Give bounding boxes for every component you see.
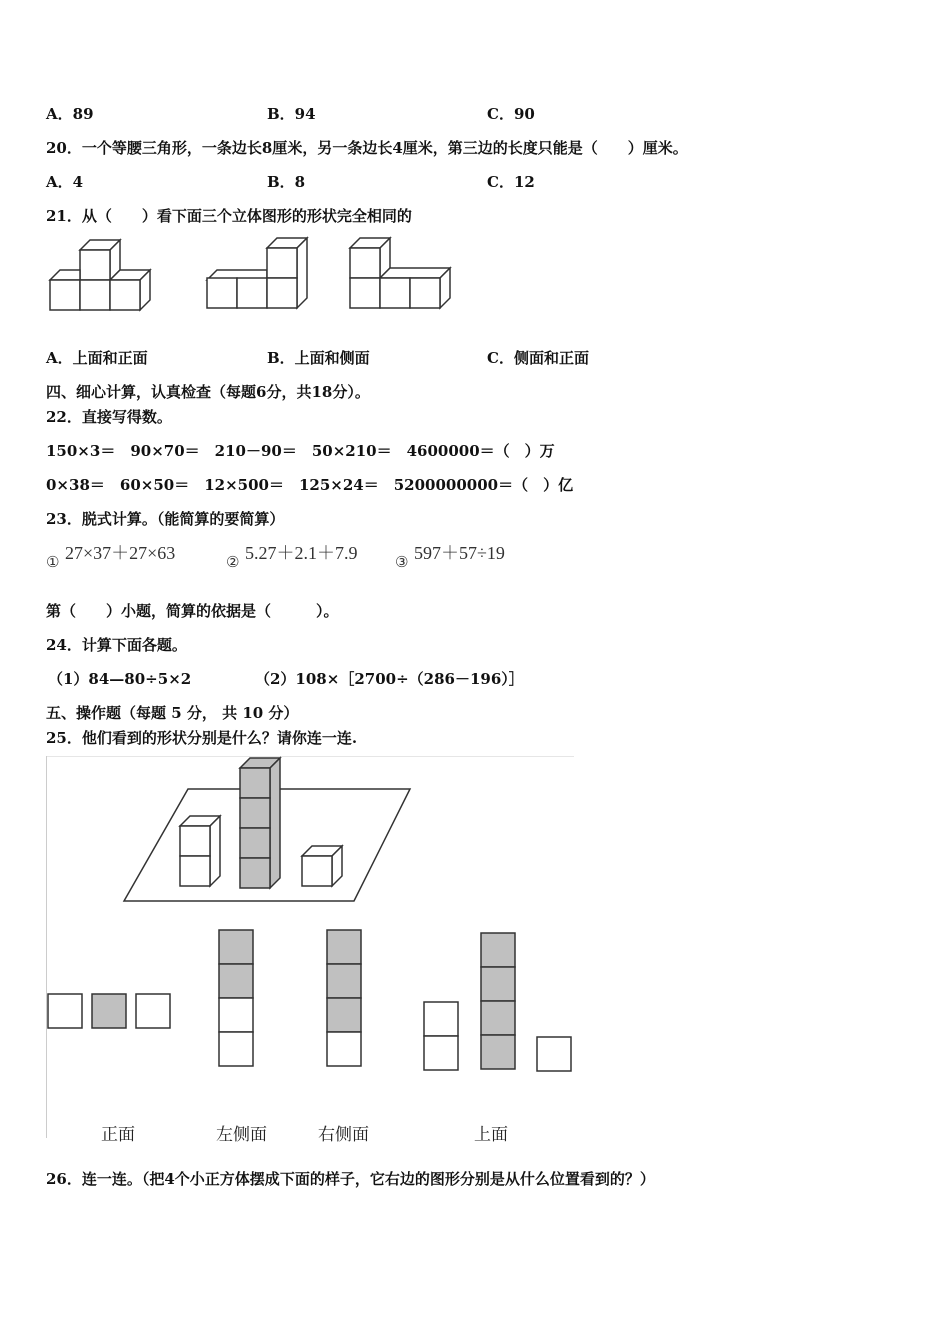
middle-tower xyxy=(240,758,280,888)
section4-heading: 四、细心计算，认真检查（每题6分，共18分）。 xyxy=(46,383,370,401)
solid-figure-2 xyxy=(207,238,307,308)
q21-option-c: C．侧面和正面 xyxy=(487,349,589,367)
section5-heading: 五、操作题（每题 5 分， 共 10 分） xyxy=(46,704,299,722)
q25-label-left-side: 左侧面 xyxy=(216,1125,267,1145)
q23-item3-number: ③ xyxy=(395,553,409,571)
q23-text: 23．脱式计算。（能简算的要简算） xyxy=(46,510,285,528)
q23-item3-expression: 597＋57÷19 xyxy=(414,543,505,563)
q21-solid-figures xyxy=(40,232,480,322)
q19-option-a: A．89 xyxy=(46,105,94,123)
right-cube xyxy=(302,846,342,886)
q19-option-b: B．94 xyxy=(267,105,316,123)
q25-text: 25．他们看到的形状分别是什么？请你连一连. xyxy=(46,729,358,747)
q25-label-front: 正面 xyxy=(101,1125,135,1145)
left-stack xyxy=(180,816,220,886)
q20-text: 20．一个等腰三角形，一条边长8厘米，另一条边长4厘米，第三边的长度只能是（ ）厘米。 xyxy=(46,139,688,157)
view-left-column xyxy=(219,930,253,1066)
q24-text: 24．计算下面各题。 xyxy=(46,636,187,654)
q21-option-b: B．上面和侧面 xyxy=(267,349,370,367)
solid-figure-3 xyxy=(350,238,450,308)
q20-option-c: C．12 xyxy=(487,173,535,191)
q19-option-c: C．90 xyxy=(487,105,535,123)
q23-item1-number: ① xyxy=(46,553,60,571)
q22-text: 22．直接写得数。 xyxy=(46,408,172,426)
view-front-row xyxy=(48,994,170,1028)
q25-figure xyxy=(46,756,576,1141)
q21-text: 21．从（ ）看下面三个立体图形的形状完全相同的 xyxy=(46,207,412,225)
q22-row1: 150×3＝ 90×70＝ 210－90＝ 50×210＝ 4600000＝（ ）万 xyxy=(46,442,555,460)
view-right-column xyxy=(327,930,361,1066)
q23-item2-expression: 5.27＋2.1＋7.9 xyxy=(245,543,358,563)
q20-option-b: B．8 xyxy=(267,173,306,191)
view-top-group xyxy=(424,933,571,1071)
q25-label-right-side: 右侧面 xyxy=(318,1125,369,1145)
solid-figure-1 xyxy=(50,240,150,310)
q21-option-a: A．上面和正面 xyxy=(46,349,148,367)
q24-item2: （2）108×［2700÷（286－196）］ xyxy=(255,670,524,688)
q23-item1-expression: 27×37＋27×63 xyxy=(65,543,176,563)
q23-item2-number: ② xyxy=(226,553,240,571)
q23-note: 第（ ）小题，简算的依据是（ ）。 xyxy=(46,602,339,620)
q25-label-top: 上面 xyxy=(474,1125,508,1145)
q26-text: 26．连一连。（把4个小正方体摆成下面的样子，它右边的图形分别是从什么位置看到的？） xyxy=(46,1170,655,1188)
q24-item1: （1）84—80÷5×2 xyxy=(48,670,192,688)
q20-option-a: A．4 xyxy=(46,173,84,191)
q22-row2: 0×38＝ 60×50＝ 12×500＝ 125×24＝ 5200000000＝（ ）亿 xyxy=(46,476,574,494)
